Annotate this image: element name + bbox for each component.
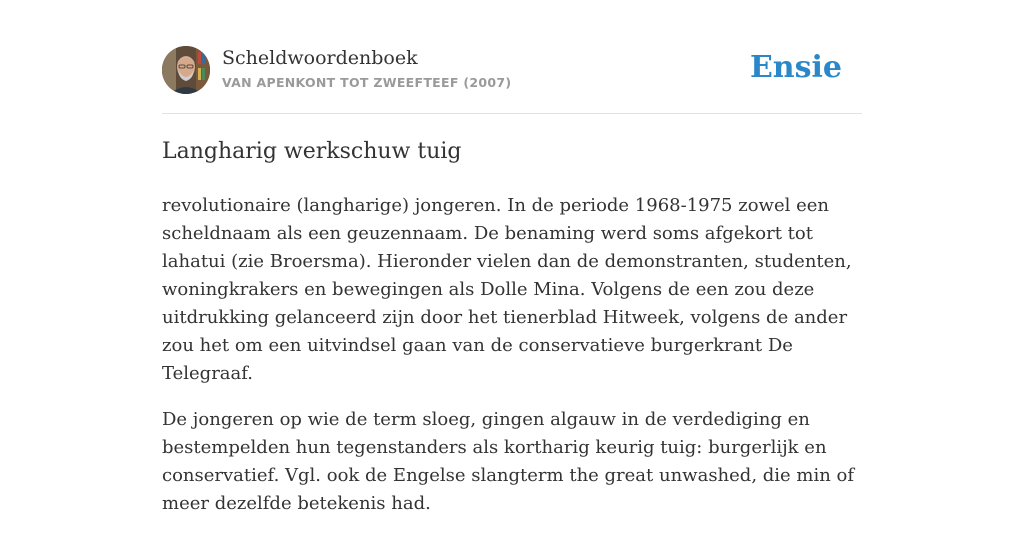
entry-card: [162, 0, 862, 512]
ensie-logo[interactable]: Ensie: [749, 50, 842, 85]
entry-paragraph: revolutionaire (langharige) jongeren. In de periode 1968-1975 zowel een scheldnaam als een geuzennaam. De benaming werd soms afgekort tot lahatui (zie Broersma). Hieronder vielen dan de demonstranten, studenten, woningkrakers en bewegingen als Dolle Mina. Volgens de een zou deze uitdrukking gelanceerd zijn door het tienerblad Hitweek, volgens de ander zou het om een uitvindsel gaan van de conservatieve burgerkrant De Telegraaf.: [162, 195, 852, 384]
entry-body: [162, 192, 862, 536]
entry-title: Langharig werkschuw tuig: [162, 139, 462, 164]
header-divider: [162, 113, 862, 114]
entry-header: [162, 46, 862, 96]
source-title[interactable]: Scheldwoordenboek: [222, 47, 418, 69]
author-avatar[interactable]: [162, 46, 210, 94]
author-portrait-icon: [162, 46, 210, 94]
entry-paragraph: De jongeren op wie de term sloeg, gingen algauw in de verdediging en bestempelden hun tegenstanders als kortharig keurig tuig: burgerlijk en conservatief. Vgl. ook de Engelse slangterm the great unwashed, die min of meer dezelfde betekenis had.: [162, 409, 855, 514]
source-subtitle: VAN APENKONT TOT ZWEEFTEEF (2007): [222, 75, 512, 90]
